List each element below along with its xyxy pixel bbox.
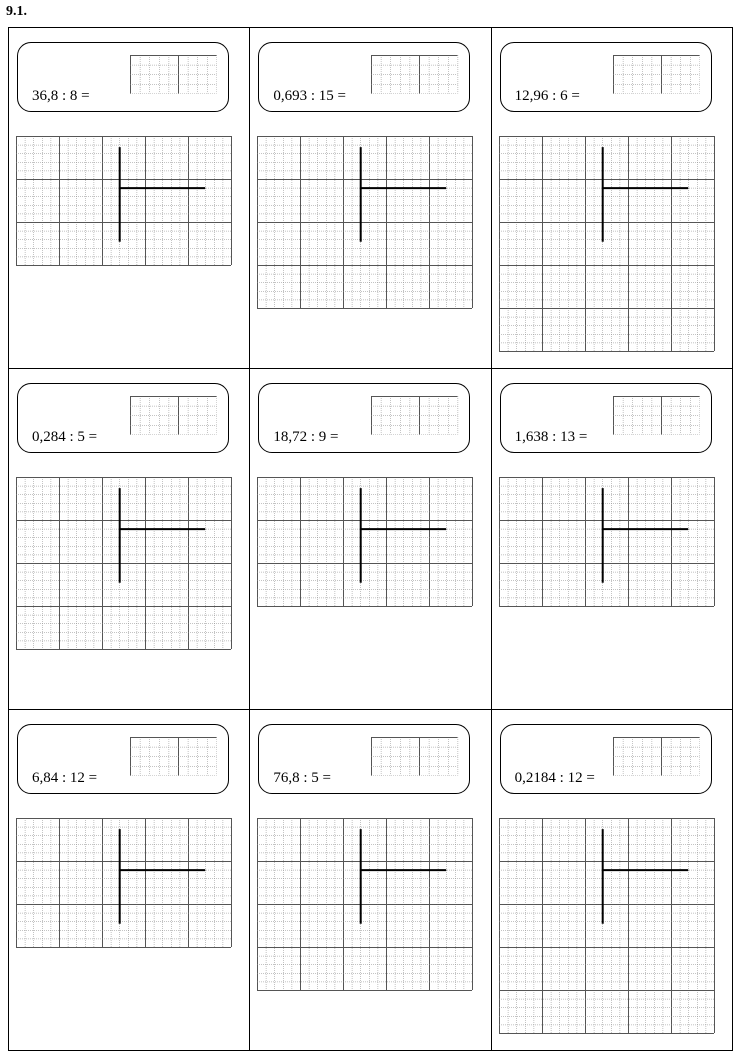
work-cells: [499, 477, 715, 607]
equation-box: [17, 42, 229, 112]
problem-row: [9, 369, 733, 710]
work-cells: [257, 477, 473, 607]
equation-box: [258, 42, 470, 112]
problem-row: [9, 710, 733, 1051]
answer-grid[interactable]: [613, 55, 700, 99]
exercise-number: 9.1.: [6, 4, 27, 19]
work-grid[interactable]: [16, 818, 232, 953]
equation-box: [17, 383, 229, 453]
equation-text: 0,693 : 15 =: [273, 88, 346, 104]
problem-cell: [9, 710, 250, 1051]
answer-cells: [613, 737, 700, 776]
equation-text: 0,2184 : 12 =: [514, 770, 595, 786]
work-grid[interactable]: [257, 136, 473, 314]
answer-grid[interactable]: [371, 55, 458, 99]
equation-box: [258, 383, 470, 453]
problem-cell: [250, 28, 491, 369]
answer-cells: [130, 396, 217, 435]
answer-grid[interactable]: [371, 396, 458, 440]
work-cells: [499, 818, 715, 1034]
work-cells: [499, 136, 715, 352]
work-cells: [16, 818, 232, 948]
answer-grid[interactable]: [130, 396, 217, 440]
answer-cells: [613, 396, 700, 435]
equation-box: [500, 383, 712, 453]
equation-text: 36,8 : 8 =: [32, 88, 90, 104]
equation-text: 76,8 : 5 =: [273, 770, 331, 786]
work-cells: [16, 136, 232, 266]
equation-box: [258, 724, 470, 794]
equation-box: [17, 724, 229, 794]
equation-text: 1,638 : 13 =: [514, 429, 588, 445]
work-cells: [16, 477, 232, 650]
equation-box: [500, 42, 712, 112]
answer-cells: [130, 737, 217, 776]
work-grid[interactable]: [499, 818, 715, 1039]
work-grid[interactable]: [16, 477, 232, 655]
problem-cell: [9, 369, 250, 710]
answer-grid[interactable]: [130, 55, 217, 99]
work-grid[interactable]: [257, 818, 473, 996]
work-cells: [257, 136, 473, 309]
answer-cells: [371, 737, 458, 776]
equation-text: 12,96 : 6 =: [514, 88, 580, 104]
worksheet-table: [8, 27, 733, 1051]
problem-row: [9, 28, 733, 369]
answer-grid[interactable]: [613, 396, 700, 440]
equation-text: 6,84 : 12 =: [32, 770, 98, 786]
problem-cell: [491, 369, 732, 710]
equation-box: [500, 724, 712, 794]
answer-cells: [130, 55, 217, 94]
problem-cell: [250, 369, 491, 710]
answer-cells: [613, 55, 700, 94]
equation-text: 0,284 : 5 =: [32, 429, 98, 445]
answer-grid[interactable]: [371, 737, 458, 781]
answer-cells: [371, 55, 458, 94]
problem-cell: [9, 28, 250, 369]
problem-cell: [250, 710, 491, 1051]
work-grid[interactable]: [257, 477, 473, 612]
answer-grid[interactable]: [613, 737, 700, 781]
problem-cell: [491, 710, 732, 1051]
answer-cells: [371, 396, 458, 435]
work-grid[interactable]: [16, 136, 232, 271]
answer-grid[interactable]: [130, 737, 217, 781]
work-grid[interactable]: [499, 477, 715, 612]
problem-cell: [491, 28, 732, 369]
work-cells: [257, 818, 473, 991]
equation-text: 18,72 : 9 =: [273, 429, 339, 445]
work-grid[interactable]: [499, 136, 715, 357]
